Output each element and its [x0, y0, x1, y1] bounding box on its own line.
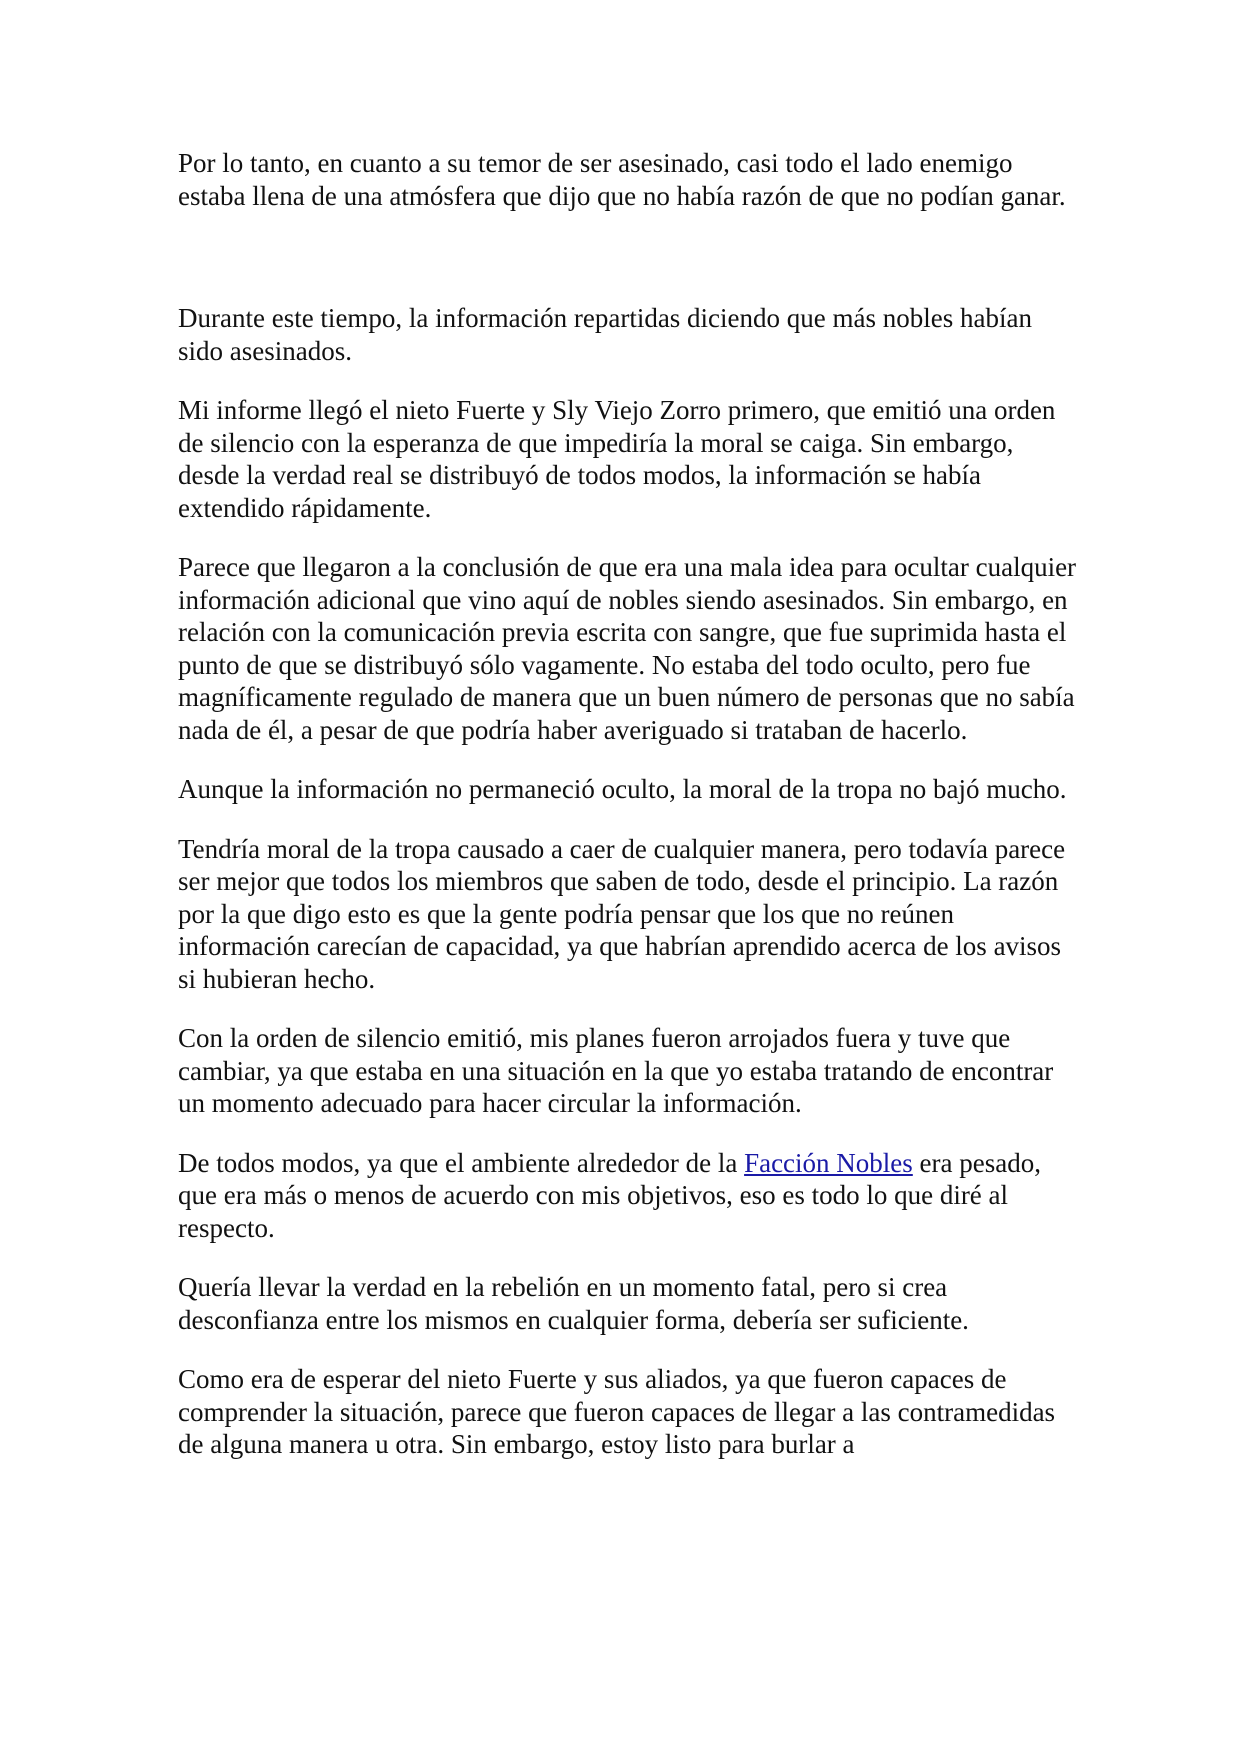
document-body	[178, 147, 1078, 1488]
paragraph-1: Por lo tanto, en cuanto a su temor de ser asesinado, casi todo el lado enemigo estaba llena de una atmósfera que dijo que no había razón de que no podían ganar.	[178, 148, 1066, 211]
paragraph-5: Aunque la información no permaneció oculto, la moral de la tropa no bajó mucho.	[178, 774, 1067, 804]
paragraph-8-text-before: De todos modos, ya que el ambiente alrededor de la	[178, 1147, 745, 1178]
paragraph-10: Como era de esperar del nieto Fuerte y sus aliados, ya que fueron capaces de comprender la situación, parece que fueron capaces de llegar a las contramedidas de alguna manera u otra. Sin embargo, estoy listo para burlar a	[178, 1364, 1056, 1459]
paragraph-4: Parece que llegaron a la conclusión de que era una mala idea para ocultar cualquier información adicional que vino aquí de nobles siendo asesinados. Sin embargo, en relación con la comunicación previa escrita con sangre, que fue suprimida hasta el punto de que se distribuyó sólo vagamente. No estaba del todo oculto, pero fue magníficamente regulado de manera que un buen número de personas que no sabía nada de él, a pesar de que podría haber averiguado si trataban de hacerlo.	[178, 552, 1077, 745]
paragraph-8-text-after: era pesado, que era más o menos de acuerdo con mis objetivos, eso es todo lo que diré al respecto.	[178, 1147, 1041, 1243]
faccion-nobles-link[interactable]: Facción Nobles	[744, 1147, 913, 1178]
paragraph-2: Durante este tiempo, la información repartidas diciendo que más nobles habían sido asesinados.	[178, 303, 1032, 366]
paragraph-7: Con la orden de silencio emitió, mis planes fueron arrojados fuera y tuve que cambiar, ya que estaba en una situación en la que yo estaba tratando de encontrar un momento adecuado para hacer circular la información.	[178, 1023, 1054, 1118]
paragraph-8	[178, 1147, 1078, 1245]
paragraph-3: Mi informe llegó el nieto Fuerte y Sly Viejo Zorro primero, que emitió una orden de silencio con la esperanza de que impediría la moral se caiga. Sin embargo, desde la verdad real se distribuyó de todos modos, la información se había extendido rápidamente.	[178, 395, 1056, 523]
paragraph-6: Tendría moral de la tropa causado a caer de cualquier manera, pero todavía parece ser mejor que todos los miembros que saben de todo, desde el principio. La razón por la que digo esto es que la gente podría pensar que los que no reúnen información carecían de capacidad, ya que habrían aprendido acerca de los avisos si hubieran hecho.	[178, 833, 1066, 994]
paragraph-9: Quería llevar la verdad en la rebelión en un momento fatal, pero si crea desconfianza entre los mismos en cualquier forma, debería ser suficiente.	[178, 1272, 969, 1335]
